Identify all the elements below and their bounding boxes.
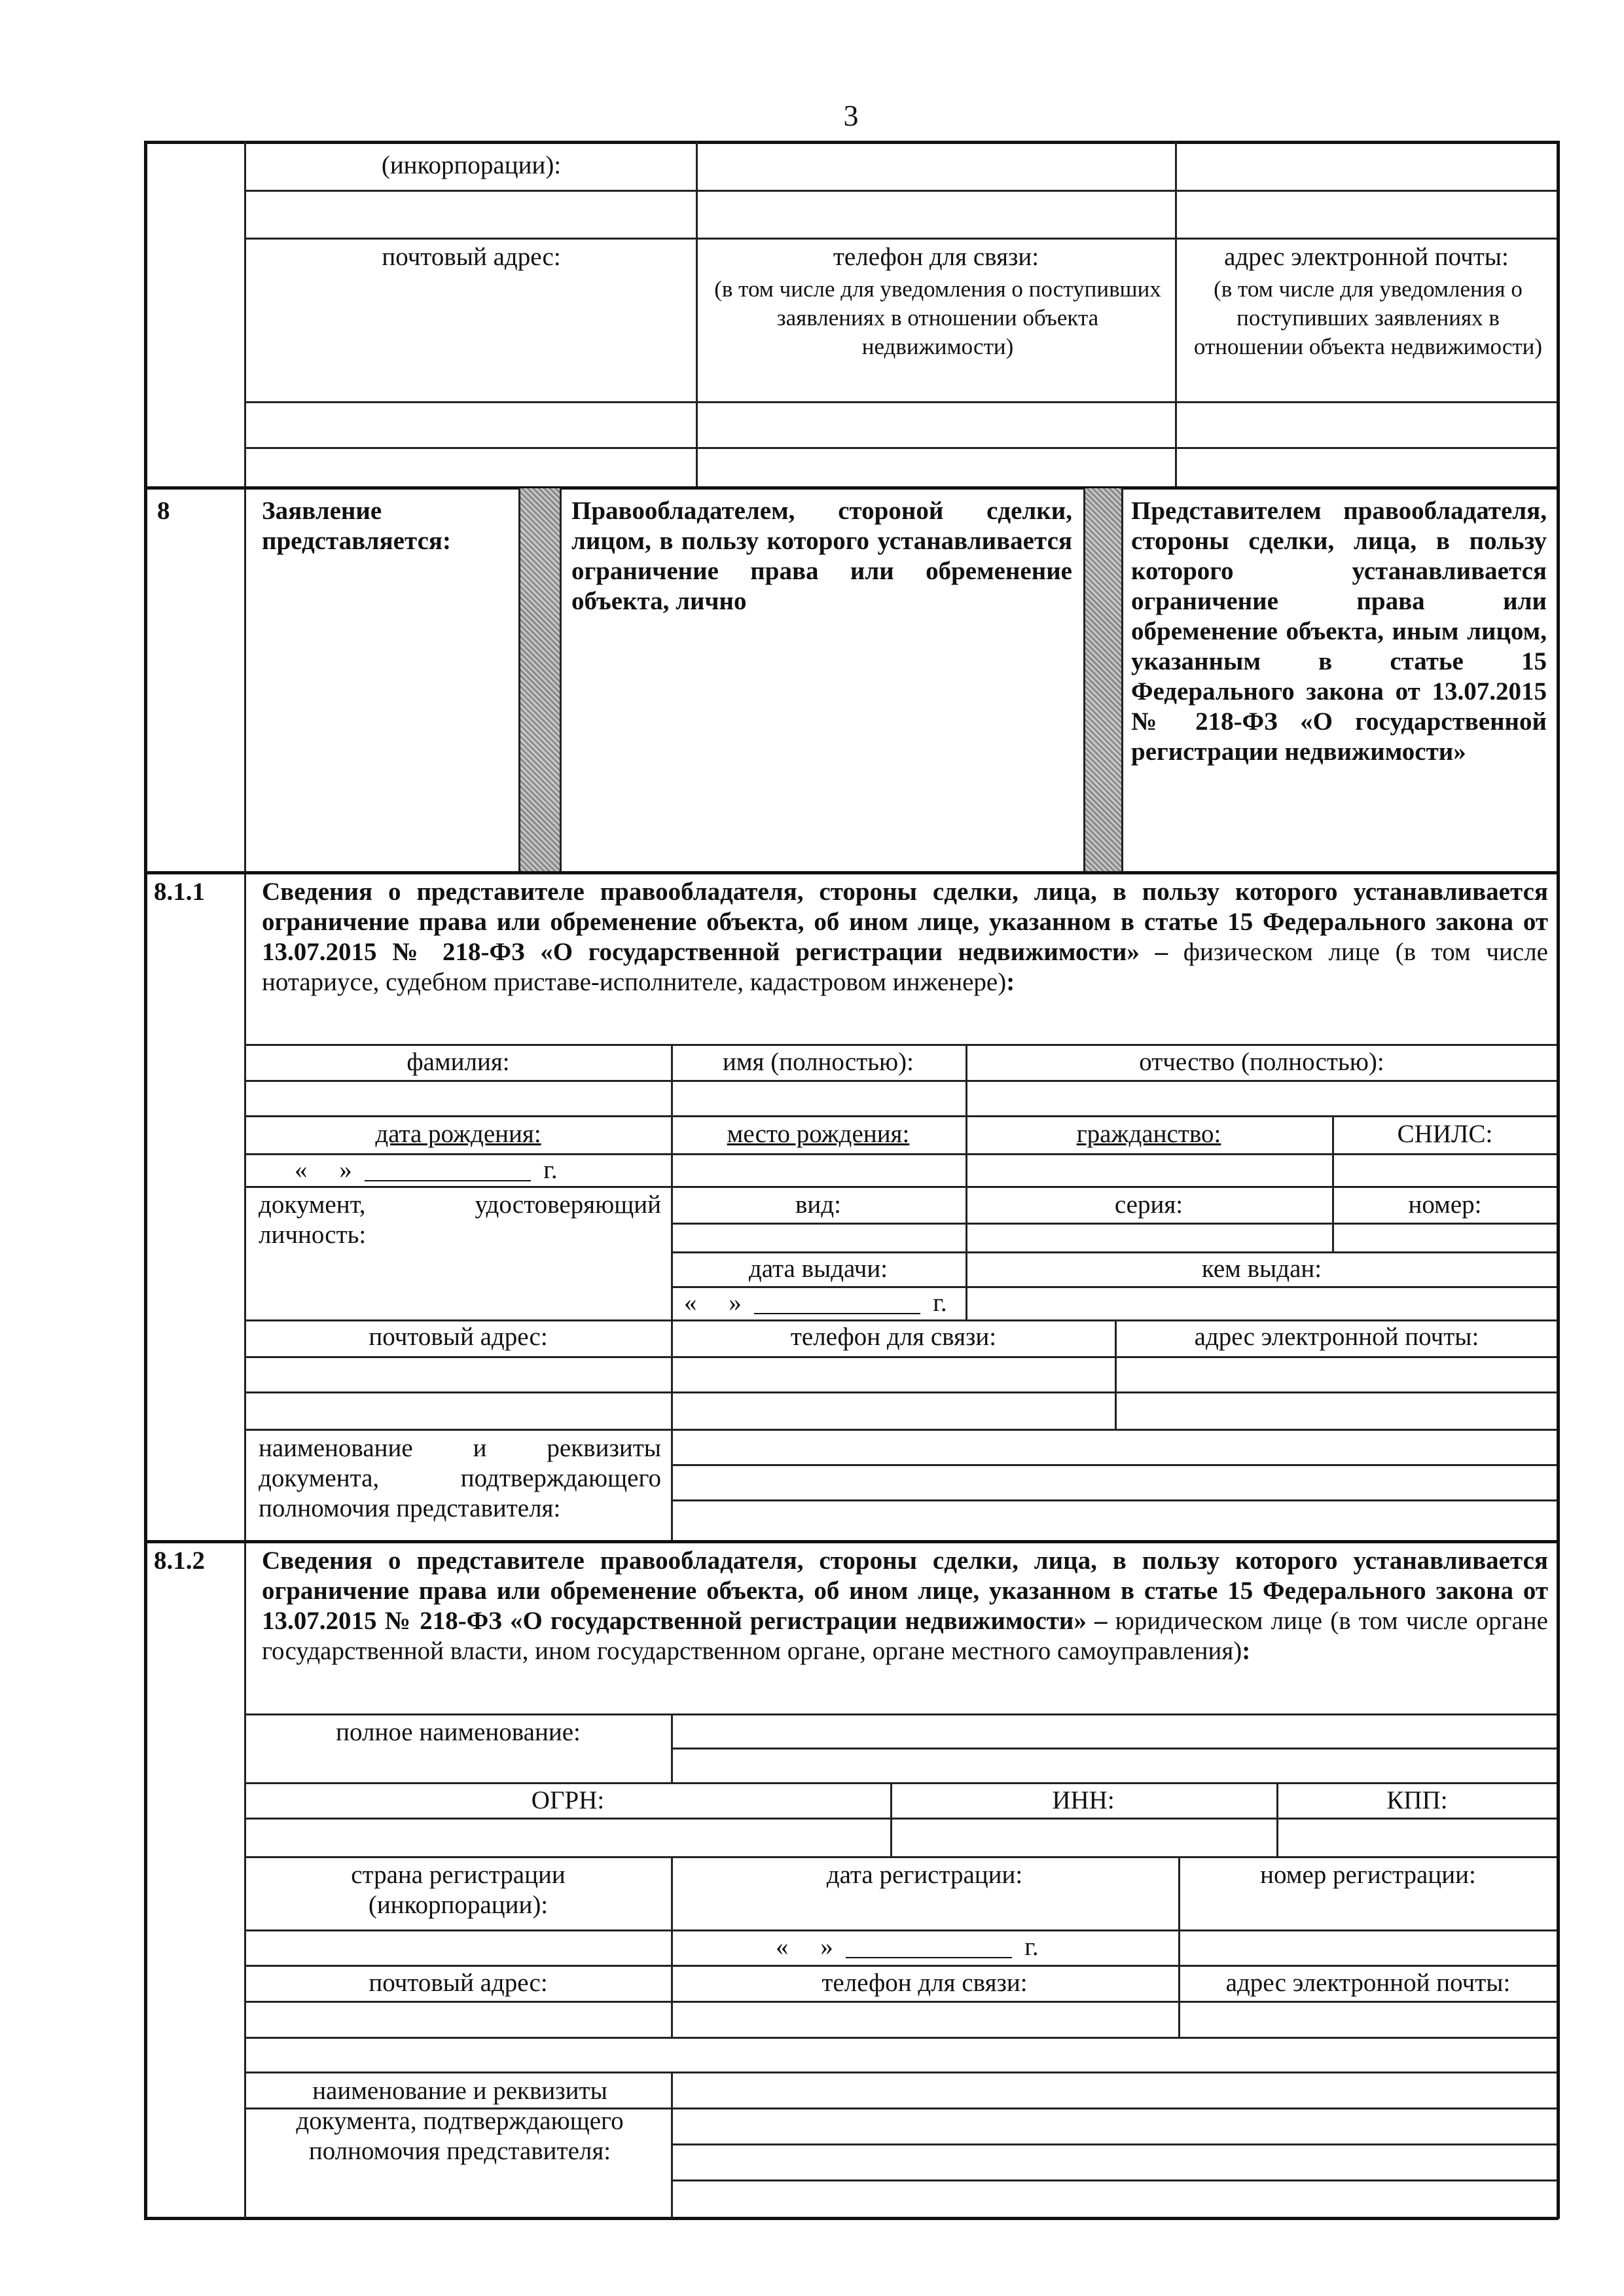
- section-812-top-line: [144, 1540, 1559, 1543]
- phone-note: (в том числе для уведомления о поступивших заявлениях в отношении объекта недвижимости): [714, 276, 1161, 359]
- legal-email-label: адрес электронной почты:: [1225, 1969, 1511, 1997]
- row-line: [244, 1391, 1557, 1393]
- row-line: [671, 1748, 1557, 1749]
- row-line: [244, 1782, 1557, 1784]
- row-line: [244, 1080, 1557, 1082]
- citizenship-label: гражданство:: [1076, 1120, 1221, 1148]
- full-name-label: полное наименование:: [336, 1718, 581, 1746]
- section-811-heading-bold: Сведения о представителе правообладателя, стороны сделки, лица, в пользу которого устанавливается ограничение права или обременение объекта, об ином лице, указанном в статье 15 Федерального закона от 13.07.2015 № 218-ФЗ «О государственной регистрации недвижимости» –: [262, 878, 1548, 966]
- table-left-border: [144, 141, 147, 2219]
- email-label: адрес электронной почты:: [1224, 243, 1509, 271]
- row-line: [244, 1856, 1557, 1858]
- row-line: [244, 190, 1557, 192]
- section-812-heading-rest: юридическом лице (в том числе органе государственной власти, ином государственном органе, органе местного самоуправления): [262, 1607, 1548, 1665]
- id-document-label: [259, 1190, 661, 1250]
- col-line: [1332, 1115, 1334, 1251]
- row-line: [671, 1499, 1557, 1501]
- row-line: [244, 401, 1557, 403]
- row-line: [244, 1965, 1557, 1967]
- issue-date-label: дата выдачи:: [748, 1255, 888, 1283]
- incorporation-label: (инкорпорации):: [381, 151, 562, 179]
- inn-label: ИНН:: [1052, 1786, 1115, 1814]
- issued-by-label: кем выдан:: [1201, 1255, 1322, 1283]
- row-line: [671, 2144, 1557, 2145]
- kpp-label: КПП:: [1386, 1786, 1448, 1814]
- section-812-heading: [262, 1546, 1548, 1666]
- section-812-heading-bold: Сведения о представителе правообладателя, стороны сделки, лица, в пользу которого устанавливается ограничение права или обременение объекта, об ином лице, указанном в статье 15 Федерального закона от 13.07.2015 № 218-ФЗ «О государственной регистрации недвижимости» –: [262, 1547, 1548, 1635]
- reg-number-label: номер регистрации:: [1260, 1861, 1476, 1889]
- section-8-top-line: [144, 486, 1559, 490]
- doc-series-label: серия:: [1114, 1191, 1183, 1219]
- page-number: 3: [843, 99, 859, 132]
- col-line: [890, 1782, 892, 1856]
- section-8-option-2: Представителем правообладателя, стороны сделки, лица, в пользу которого устанавливается ограничение права или обременение объекта, иным лицом, указанным в статье 15 Федерального закона от 13.07.2015 № 218-ФЗ «О государственной регистрации недвижимости»: [1131, 497, 1547, 766]
- section-8-option-1: Правообладателем, стороной сделки, лицом, в пользу которого устанавливается ограничение права или обременение объекта, лично: [571, 497, 1072, 615]
- row-line: [244, 1929, 1557, 1931]
- surname-label: фамилия:: [406, 1048, 510, 1076]
- col-line: [1115, 1319, 1117, 1429]
- authority-doc-label: наименование и реквизиты документа, подтверждающего полномочия представителя:: [259, 1434, 661, 1522]
- col-line: [1276, 1782, 1278, 1856]
- section-812-heading-colon: :: [1242, 1637, 1251, 1665]
- rep-phone-label: телефон для связи:: [790, 1323, 997, 1351]
- row-line: [671, 1223, 1557, 1225]
- col-line: [671, 1856, 673, 2037]
- col-line: [1175, 141, 1177, 488]
- row-line: [244, 2072, 1557, 2073]
- section-812-number: 8.1.2: [154, 1547, 205, 1575]
- table-top-border: [144, 141, 1559, 144]
- col-line: [671, 1044, 673, 1540]
- col-line: [696, 141, 698, 488]
- section-811-heading-rest: физическом лице (в том числе нотариусе, судебном приставе-исполнителе, кадастровом инженере): [262, 938, 1548, 996]
- phone-label: телефон для связи:: [833, 243, 1039, 271]
- section-8-label: Заявление представляется:: [262, 497, 451, 555]
- section-811-heading-colon: :: [1006, 968, 1015, 996]
- col-line: [671, 1713, 673, 1782]
- birth-date-label: дата рождения:: [375, 1120, 541, 1148]
- snils-label: СНИЛС:: [1397, 1120, 1493, 1148]
- issue-date-field[interactable]: « » _____________ г.: [684, 1289, 947, 1317]
- row-line: [244, 1356, 1557, 1358]
- option-1-checkbox-area[interactable]: [518, 488, 562, 871]
- col-line: [1178, 1856, 1180, 2037]
- row-line: [244, 2001, 1557, 2003]
- row-line: [244, 2037, 1557, 2039]
- row-line: [244, 1319, 1557, 1321]
- reg-date-label: дата регистрации:: [826, 1861, 1023, 1889]
- row-line: [244, 1429, 1557, 1431]
- option-2-checkbox-area[interactable]: [1083, 488, 1123, 871]
- rep-email-label: адрес электронной почты:: [1194, 1323, 1479, 1351]
- section-811-heading: [262, 877, 1548, 997]
- row-line: [244, 447, 1557, 449]
- row-line: [244, 1186, 1557, 1188]
- row-line: [671, 2179, 1557, 2181]
- col-line: [965, 1044, 967, 1319]
- postal-address-label: почтовый адрес:: [382, 243, 561, 271]
- number-column-divider: [244, 141, 246, 2219]
- section-811-number: 8.1.1: [154, 878, 205, 906]
- row-line: [244, 1818, 1557, 1820]
- patronymic-label: отчество (полностью):: [1139, 1048, 1384, 1076]
- ogrn-label: ОГРН:: [531, 1786, 605, 1814]
- name-label: имя (полностью):: [723, 1048, 914, 1076]
- row-line: [244, 1115, 1557, 1117]
- legal-phone-label: телефон для связи:: [821, 1969, 1028, 1997]
- reg-country-label: страна регистрации (инкорпорации):: [351, 1861, 566, 1919]
- row-line: [671, 1251, 1557, 1253]
- email-note: (в том числе для уведомления о поступивших заявлениях в отношении объекта недвижимости): [1193, 276, 1543, 359]
- row-line: [244, 1044, 1557, 1046]
- birth-date-field[interactable]: « » _____________ г.: [295, 1156, 558, 1184]
- row-line: [244, 238, 1557, 240]
- id-document-text: документ, удостоверяющий личность:: [259, 1191, 661, 1249]
- row-line: [671, 1464, 1557, 1466]
- row-line: [244, 1713, 1557, 1715]
- legal-authority-doc-label: наименование и реквизиты документа, подтверждающего полномочия представителя:: [296, 2077, 624, 2165]
- doc-number-label: номер:: [1408, 1191, 1482, 1219]
- legal-postal-address-label: почтовый адрес:: [369, 1969, 548, 1997]
- doc-type-label: вид:: [795, 1191, 841, 1219]
- reg-date-field[interactable]: « » _____________ г.: [776, 1933, 1039, 1961]
- table-right-border: [1557, 141, 1560, 2219]
- section-811-top-line: [144, 871, 1559, 874]
- col-line: [671, 2072, 673, 2217]
- section-8-number: 8: [157, 497, 170, 525]
- table-bottom-border: [144, 2217, 1559, 2220]
- birth-place-label: место рождения:: [727, 1120, 910, 1148]
- rep-postal-address-label: почтовый адрес:: [369, 1323, 548, 1351]
